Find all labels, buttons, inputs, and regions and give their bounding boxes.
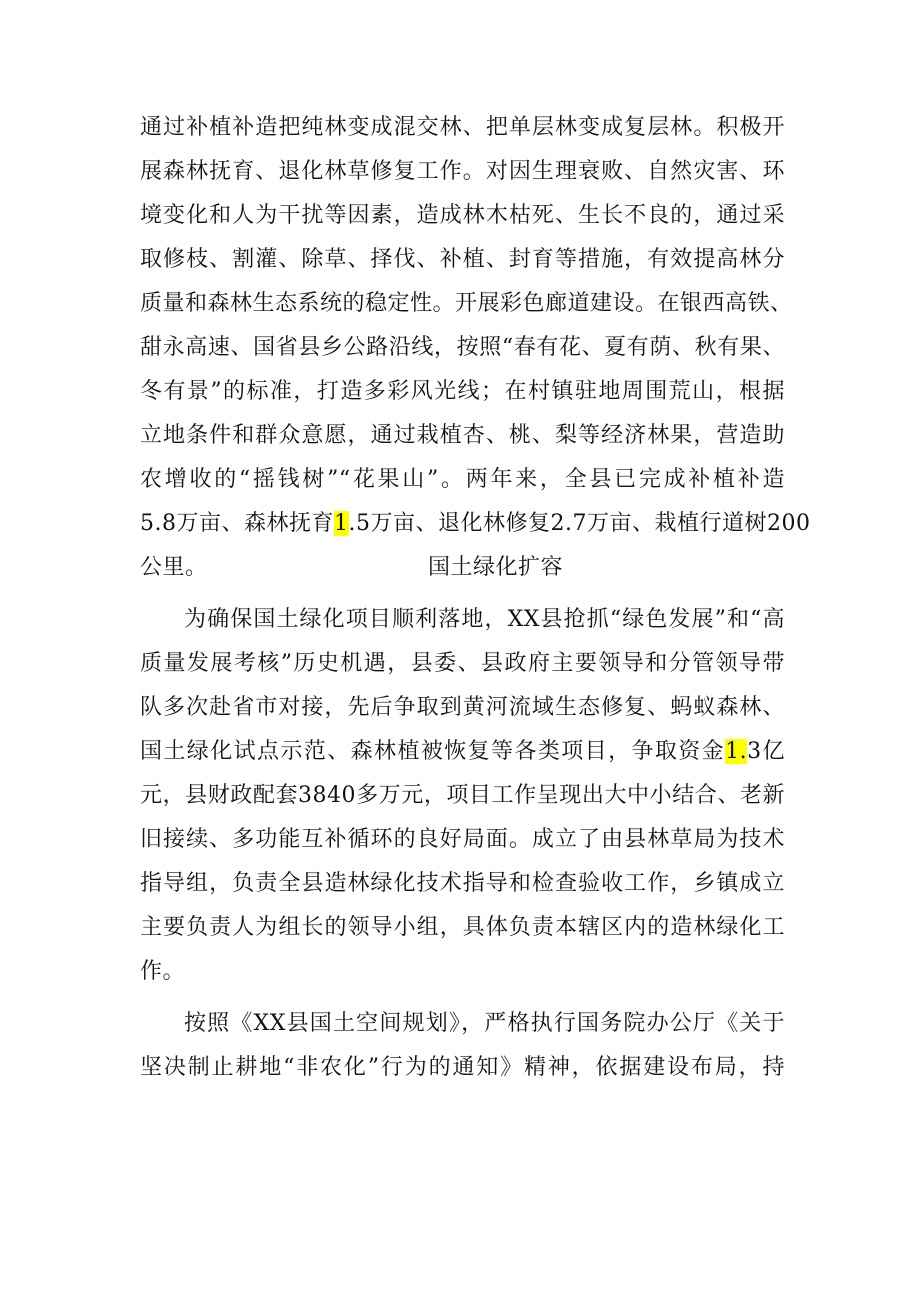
text-segment: 国土绿化试点示范、森林植被恢复等各类项目，争取资金 — [140, 739, 726, 764]
text-line: 立地条件和群众意愿，通过栽植杏、桃、梨等经济林果，营造助 — [140, 423, 785, 448]
paragraph-3 — [140, 1002, 785, 1090]
text-line — [140, 546, 785, 590]
text-line: 展森林抚育、退化林草修复工作。对因生理衰败、自然灾害、环 — [140, 159, 785, 184]
document-page — [140, 106, 811, 1090]
text-line — [140, 730, 785, 774]
text-line: 作。 — [140, 959, 186, 984]
text-line: 质量和森林生态系统的稳定性。开展彩色廊道建设。在银西高铁、 — [140, 291, 793, 316]
text-line: 甜永高速、国省县乡公路沿线，按照“春有花、夏有荫、秋有果、 — [140, 335, 785, 360]
text-line: 坚决制止耕地“非农化”行为的通知》精神，依据建设布局，持 — [140, 1055, 785, 1080]
text-line: 取修枝、割灌、除草、择伐、补植、封育等措施，有效提高林分 — [140, 247, 785, 272]
section-heading: 国土绿化扩容 — [428, 555, 564, 580]
text-line: 质量发展考核”历史机遇，县委、县政府主要领导和分管领导带 — [140, 651, 785, 676]
text-line: 指导组，负责全县造林绿化技术指导和检查验收工作，乡镇成立 — [140, 871, 785, 896]
text-line: 旧接续、多功能互补循环的良好局面。成立了由县林草局为技术 — [140, 827, 785, 852]
text-line: 元，县财政配套3840多万元，项目工作呈现出大中小结合、老新 — [140, 783, 785, 808]
text-line: 队多次赴省市对接，先后争取到黄河流域生态修复、蚂蚁森林、 — [140, 695, 785, 720]
text-segment: 公里。 — [140, 555, 208, 580]
highlighted-text: 1 — [334, 511, 349, 536]
text-line: 冬有景”的标准，打造多彩风光线；在村镇驻地周围荒山，根据 — [140, 379, 785, 404]
text-segment: 3亿 — [747, 739, 785, 764]
text-line: 通过补植补造把纯林变成混交林、把单层林变成复层林。积极开 — [140, 115, 785, 140]
text-line: 境变化和人为干扰等因素，造成林木枯死、生长不良的，通过采 — [140, 203, 785, 228]
highlighted-text: 1. — [725, 739, 748, 764]
text-segment: .5万亩、退化林修复2.7万亩、栽植行道树200 — [348, 511, 811, 536]
paragraph-1 — [140, 106, 811, 590]
paragraph-2 — [140, 598, 785, 994]
text-line: 为确保国土绿化项目顺利落地，XX县抢抓“绿色发展”和“高 — [184, 607, 785, 632]
text-line: 按照《XX县国土空间规划》，严格执行国务院办公厅《关于 — [184, 1011, 785, 1036]
text-line: 主要负责人为组长的领导小组，具体负责本辖区内的造林绿化工 — [140, 915, 785, 940]
text-segment: 5.8万亩、森林抚育 — [140, 511, 334, 536]
text-line: 农增收的“摇钱树”“花果山”。两年来，全县已完成补植补造 — [140, 467, 785, 492]
text-line — [140, 502, 811, 546]
